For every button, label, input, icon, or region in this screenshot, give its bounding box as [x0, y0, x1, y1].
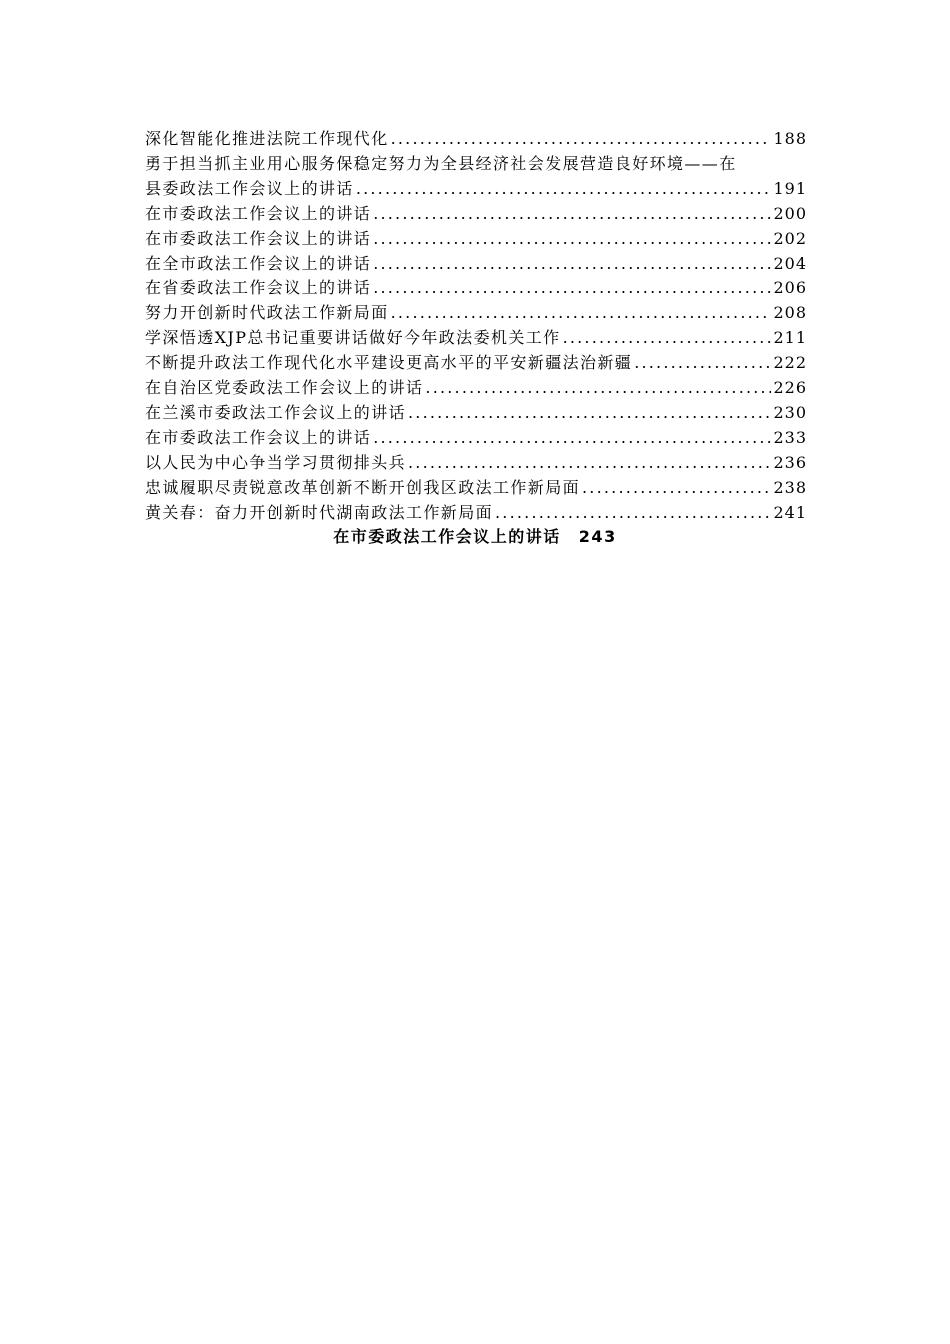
toc-dot-leader — [373, 202, 771, 227]
toc-entry-title-line1: 勇于担当抓主业用心服务保稳定努力为全县经济社会发展营造良好环境——在 — [145, 153, 737, 173]
toc-entry-page: 200 — [773, 203, 807, 223]
toc-entry-page: 208 — [773, 303, 807, 323]
toc-entry-title: 在全市政法工作会议上的讲话 — [145, 253, 372, 273]
toc-entry[interactable] — [145, 276, 807, 301]
toc-entry[interactable] — [145, 401, 807, 426]
toc-entry-title: 深化智能化推进法院工作现代化 — [145, 129, 389, 148]
toc-dot-leader — [391, 127, 772, 152]
toc-entry-page: 238 — [773, 477, 807, 497]
toc-entry-page: 222 — [773, 353, 807, 373]
toc-entry-title: 在市委政法工作会议上的讲话 — [145, 427, 372, 447]
toc-dot-leader — [495, 501, 771, 526]
toc-entry-page: 206 — [773, 278, 807, 298]
toc-entry-title: 在市委政法工作会议上的讲话 — [145, 228, 372, 248]
toc-entry-page: 188 — [773, 129, 807, 148]
toc-dot-leader — [582, 476, 771, 501]
toc-dot-leader — [425, 376, 771, 401]
toc-entry-title: 努力开创新时代政法工作新局面 — [145, 303, 389, 323]
toc-entry-title: 忠诚履职尽责锐意改革创新不断开创我区政法工作新局面 — [145, 477, 581, 497]
toc-entry-title: 在兰溪市委政法工作会议上的讲话 — [145, 402, 407, 422]
toc-entry-title: 在市委政法工作会议上的讲话 — [145, 203, 372, 223]
toc-dot-leader — [373, 227, 771, 252]
toc-entry[interactable] — [145, 501, 807, 526]
section-heading-title: 在市委政法工作会议上的讲话 — [333, 527, 561, 546]
toc-entry-title: 以人民为中心争当学习贯彻排头兵 — [145, 452, 407, 472]
toc-dot-leader — [356, 177, 772, 202]
toc-entry-title: 不断提升政法工作现代化水平建设更高水平的平安新疆法治新疆 — [145, 353, 633, 373]
toc-entry-continuation — [145, 177, 807, 202]
toc-entry-page: 230 — [773, 402, 807, 422]
toc-dot-leader — [391, 301, 772, 326]
toc-entry[interactable] — [145, 451, 807, 476]
toc-dot-leader — [408, 451, 771, 476]
toc-entry-title: 在自治区党委政法工作会议上的讲话 — [145, 378, 424, 398]
toc-entry-title: 黄关春：奋力开创新时代湖南政法工作新局面 — [145, 502, 494, 522]
toc-entry[interactable] — [145, 326, 807, 351]
toc-entry-page: 204 — [773, 253, 807, 273]
toc-dot-leader — [408, 401, 771, 426]
toc-entry-page: 241 — [773, 502, 807, 522]
toc-entry[interactable] — [145, 301, 807, 326]
toc-entry[interactable] — [145, 476, 807, 501]
toc-entry-page: 211 — [773, 328, 807, 348]
toc-entry[interactable] — [145, 152, 807, 202]
toc-entry-title: 县委政法工作会议上的讲话 — [145, 178, 354, 198]
section-heading — [0, 525, 950, 549]
toc-entry-page: 226 — [773, 378, 807, 398]
toc-entry-page: 236 — [773, 452, 807, 472]
table-of-contents — [145, 127, 807, 526]
toc-entry-page: 202 — [773, 228, 807, 248]
toc-dot-leader — [373, 252, 771, 277]
toc-entry-title: 学深悟透XJP总书记重要讲话做好今年政法委机关工作 — [145, 328, 561, 348]
toc-entry[interactable] — [145, 227, 807, 252]
toc-entry-page: 233 — [773, 427, 807, 447]
toc-entry[interactable] — [145, 252, 807, 277]
section-heading-page: 243 — [578, 527, 617, 546]
toc-dot-leader — [563, 326, 772, 351]
toc-entry-page: 191 — [773, 178, 807, 198]
toc-entry[interactable] — [145, 202, 807, 227]
toc-entry[interactable] — [145, 376, 807, 401]
toc-dot-leader — [373, 426, 771, 451]
toc-dot-leader — [373, 276, 771, 301]
toc-entry-title: 在省委政法工作会议上的讲话 — [145, 278, 372, 298]
toc-dot-leader — [634, 351, 771, 376]
toc-entry[interactable] — [145, 426, 807, 451]
toc-entry[interactable] — [145, 351, 807, 376]
toc-entry[interactable] — [145, 127, 807, 152]
